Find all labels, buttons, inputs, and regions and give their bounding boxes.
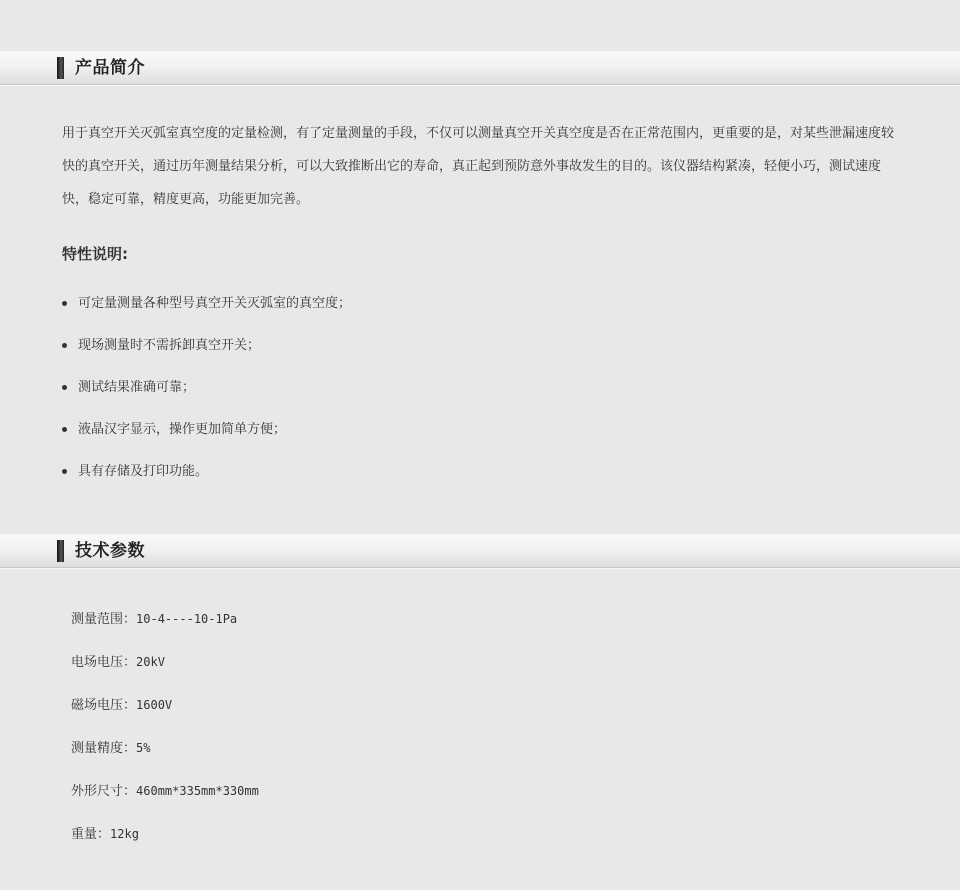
bullet-icon bbox=[62, 301, 67, 306]
feature-text: 现场测量时不需拆卸真空开关； bbox=[78, 338, 261, 353]
spec-row bbox=[71, 820, 259, 863]
spec-label: 外形尺寸： bbox=[71, 784, 137, 799]
spec-label: 重量： bbox=[71, 827, 111, 842]
intro-paragraph: 用于真空开关灭弧室真空度的定量检测，有了定量测量的手段，不仅可以测量真空开关真空度是否在正常范围内，更重要的是，对某些泄漏速度较快的真空开关，通过历年测量结果分析，可以大致推断出它的寿命，真正起到预防意外事故发生的目的。该仪器结构紧凑，轻便小巧，测试速度快，稳定可靠，精度更高，功能更加完善。 bbox=[62, 126, 895, 207]
spec-label: 测量范围： bbox=[71, 612, 137, 627]
list-item bbox=[62, 416, 351, 458]
spec-value: 12kg bbox=[110, 827, 139, 841]
features-list bbox=[62, 290, 351, 500]
bullet-icon bbox=[62, 343, 67, 348]
section-marker-icon bbox=[57, 540, 64, 562]
section-header-intro bbox=[0, 51, 960, 85]
list-item bbox=[62, 458, 351, 500]
spec-value: 1600V bbox=[136, 698, 173, 712]
bullet-icon bbox=[62, 427, 67, 432]
spec-label: 电场电压： bbox=[71, 655, 137, 670]
specs-list bbox=[71, 605, 259, 863]
spec-row bbox=[71, 648, 259, 691]
spec-value: 10-4----10-1Pa bbox=[136, 612, 238, 626]
feature-text: 具有存储及打印功能。 bbox=[78, 464, 209, 479]
bullet-icon bbox=[62, 385, 67, 390]
feature-text: 测试结果准确可靠； bbox=[78, 380, 196, 395]
section-title: 技术参数 bbox=[75, 541, 145, 561]
spec-label: 测量精度： bbox=[71, 741, 137, 756]
spec-row bbox=[71, 734, 259, 777]
feature-text: 可定量测量各种型号真空开关灭弧室的真空度； bbox=[78, 296, 352, 311]
spec-label: 磁场电压： bbox=[71, 698, 137, 713]
list-item bbox=[62, 374, 351, 416]
list-item bbox=[62, 332, 351, 374]
spec-row bbox=[71, 605, 259, 648]
feature-text: 液晶汉字显示，操作更加简单方便； bbox=[78, 422, 287, 437]
section-header-specs bbox=[0, 534, 960, 568]
bullet-icon bbox=[62, 469, 67, 474]
spec-value: 20kV bbox=[136, 655, 165, 669]
section-marker-icon bbox=[57, 57, 64, 79]
spec-row bbox=[71, 777, 259, 820]
spec-row bbox=[71, 691, 259, 734]
list-item bbox=[62, 290, 351, 332]
section-title: 产品简介 bbox=[75, 58, 145, 78]
features-heading: 特性说明: bbox=[62, 245, 128, 263]
spec-value: 5% bbox=[136, 741, 151, 755]
spec-value: 460mm*335mm*330mm bbox=[136, 784, 259, 798]
